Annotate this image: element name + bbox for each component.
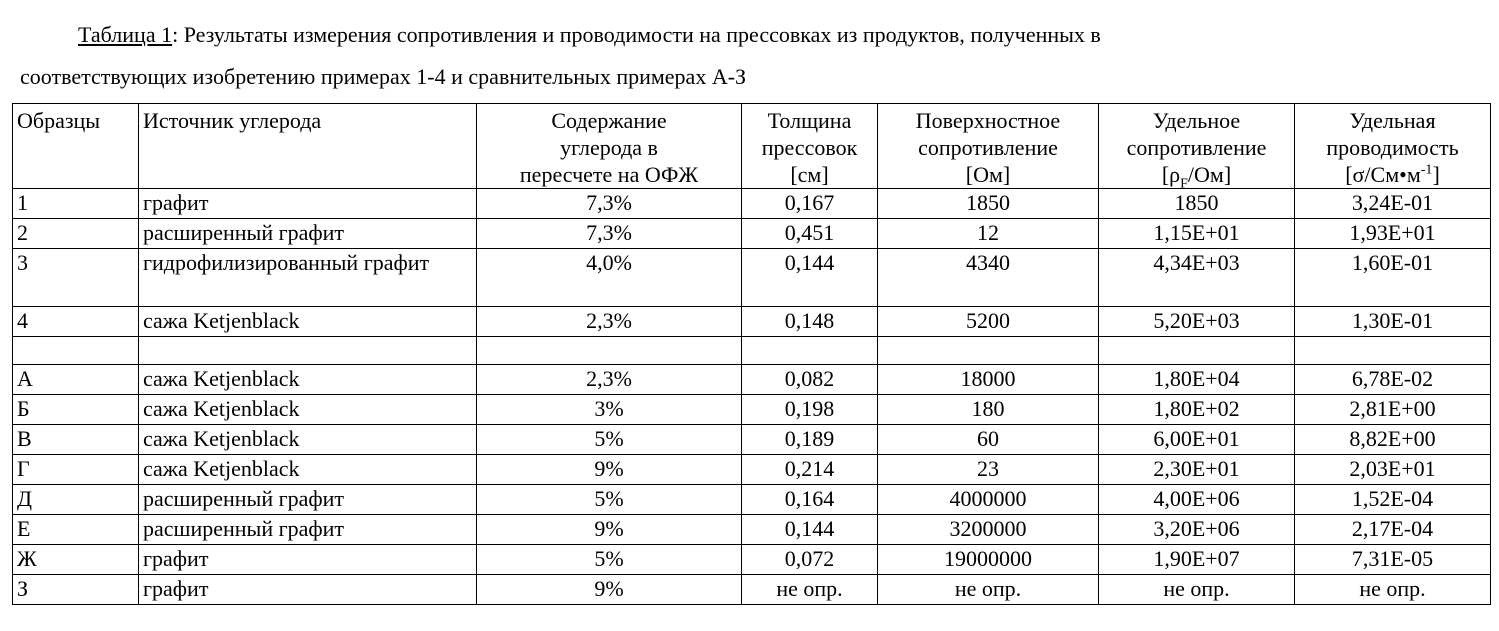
cell-specific-conductivity: не опр. — [1295, 575, 1491, 605]
table-row — [13, 485, 1491, 515]
cell-carbon-content: 9% — [477, 575, 742, 605]
cell-sample: 3 — [13, 249, 139, 307]
cell-surface-resistance: 23 — [878, 455, 1099, 485]
table-row — [13, 515, 1491, 545]
cell-carbon-source: сажа Ketjenblack — [139, 425, 477, 455]
table-caption-line-1 — [78, 20, 1499, 50]
cell-specific-conductivity: 6,78E-02 — [1295, 365, 1491, 395]
header-row — [13, 104, 1491, 189]
table-row — [13, 307, 1491, 337]
cell-empty — [742, 337, 878, 365]
table-caption-text: : Результаты измерения сопротивления и проводимости на прессовках из продуктов, полученных в — [172, 22, 1101, 47]
cell-specific-resistance: 1,90E+07 — [1099, 545, 1295, 575]
cell-thickness: 0,144 — [742, 249, 878, 307]
results-table — [12, 103, 1491, 605]
cell-thickness: 0,082 — [742, 365, 878, 395]
table-row-spacer — [13, 337, 1491, 365]
cell-sample: Е — [13, 515, 139, 545]
cell-empty — [139, 337, 477, 365]
header-thickness: Толщина прессовок [см] — [742, 104, 878, 189]
cell-carbon-content: 7,3% — [477, 189, 742, 219]
cell-carbon-source: расширенный графит — [139, 485, 477, 515]
cell-sample: Ж — [13, 545, 139, 575]
cell-thickness: 0,148 — [742, 307, 878, 337]
table-row — [13, 219, 1491, 249]
cell-specific-resistance: 3,20E+06 — [1099, 515, 1295, 545]
table-row — [13, 395, 1491, 425]
cell-carbon-content: 5% — [477, 425, 742, 455]
table-row — [13, 249, 1491, 307]
cell-specific-resistance: 1,15E+01 — [1099, 219, 1295, 249]
cell-specific-resistance: 4,34E+03 — [1099, 249, 1295, 307]
cell-carbon-source: графит — [139, 189, 477, 219]
cell-thickness: 0,167 — [742, 189, 878, 219]
cell-surface-resistance: 180 — [878, 395, 1099, 425]
cell-sample: Д — [13, 485, 139, 515]
cell-specific-resistance: 6,00E+01 — [1099, 425, 1295, 455]
cell-carbon-content: 9% — [477, 515, 742, 545]
cell-thickness: 0,451 — [742, 219, 878, 249]
cell-carbon-source: сажа Ketjenblack — [139, 455, 477, 485]
table-row — [13, 189, 1491, 219]
cell-carbon-content: 3% — [477, 395, 742, 425]
cell-carbon-source: сажа Ketjenblack — [139, 395, 477, 425]
cell-sample: А — [13, 365, 139, 395]
header-samples: Образцы — [13, 104, 139, 189]
cell-sample: В — [13, 425, 139, 455]
header-specific-resistance: Удельное сопротивление $[\rho_F/Ом]$ — [1099, 104, 1295, 189]
cell-thickness: 0,072 — [742, 545, 878, 575]
cell-sample: Г — [13, 455, 139, 485]
cell-carbon-source: графит — [139, 575, 477, 605]
cell-empty — [1295, 337, 1491, 365]
cell-carbon-source: графит — [139, 545, 477, 575]
cell-specific-resistance: не опр. — [1099, 575, 1295, 605]
cell-empty — [878, 337, 1099, 365]
cell-specific-resistance: 1,80E+04 — [1099, 365, 1295, 395]
table-row — [13, 425, 1491, 455]
cell-carbon-source: сажа Ketjenblack — [139, 307, 477, 337]
cell-carbon-source: расширенный графит — [139, 515, 477, 545]
cell-sample: Б — [13, 395, 139, 425]
cell-surface-resistance: 12 — [878, 219, 1099, 249]
cell-thickness: 0,189 — [742, 425, 878, 455]
cell-specific-conductivity: 2,17E-04 — [1295, 515, 1491, 545]
cell-empty — [13, 337, 139, 365]
cell-surface-resistance: 18000 — [878, 365, 1099, 395]
cell-specific-conductivity: 7,31E-05 — [1295, 545, 1491, 575]
cell-specific-conductivity: 1,93E+01 — [1295, 219, 1491, 249]
cell-thickness: 0,144 — [742, 515, 878, 545]
cell-surface-resistance: 60 — [878, 425, 1099, 455]
cell-carbon-content: 2,3% — [477, 307, 742, 337]
cell-empty — [1099, 337, 1295, 365]
cell-surface-resistance: не опр. — [878, 575, 1099, 605]
cell-sample: 1 — [13, 189, 139, 219]
cell-carbon-content: 2,3% — [477, 365, 742, 395]
table-caption-line-2: соответствующих изобретению примерах 1-4 и сравнительных примерах А-З — [20, 64, 747, 89]
cell-specific-conductivity: 8,82E+00 — [1295, 425, 1491, 455]
header-specific-conductivity: Удельная проводимость $[\sigma/См•м^{-1}]$ — [1295, 104, 1491, 189]
cell-empty — [477, 337, 742, 365]
table-row — [13, 365, 1491, 395]
cell-surface-resistance: 19000000 — [878, 545, 1099, 575]
cell-thickness: 0,164 — [742, 485, 878, 515]
header-carbon-source: Источник углерода — [139, 104, 477, 189]
cell-specific-conductivity: 3,24E-01 — [1295, 189, 1491, 219]
cell-sample: З — [13, 575, 139, 605]
cell-surface-resistance: 5200 — [878, 307, 1099, 337]
cell-specific-resistance: 4,00E+06 — [1099, 485, 1295, 515]
cell-sample: 4 — [13, 307, 139, 337]
cell-surface-resistance: 3200000 — [878, 515, 1099, 545]
cell-thickness: 0,198 — [742, 395, 878, 425]
cell-carbon-content: 5% — [477, 485, 742, 515]
cell-carbon-content: 5% — [477, 545, 742, 575]
cell-specific-conductivity: 2,03E+01 — [1295, 455, 1491, 485]
header-carbon-content: Содержание углерода в пересчете на ОФЖ — [477, 104, 742, 189]
header-surface-resistance: Поверхностное сопротивление [Ом] — [878, 104, 1099, 189]
cell-carbon-source: сажа Ketjenblack — [139, 365, 477, 395]
cell-carbon-content: 9% — [477, 455, 742, 485]
cell-thickness: 0,214 — [742, 455, 878, 485]
table-caption-label: Таблица 1 — [78, 22, 173, 47]
cell-specific-resistance: 1,80E+02 — [1099, 395, 1295, 425]
cell-carbon-source: расширенный графит — [139, 219, 477, 249]
table-row — [13, 545, 1491, 575]
cell-surface-resistance: 4000000 — [878, 485, 1099, 515]
cell-surface-resistance: 1850 — [878, 189, 1099, 219]
cell-specific-resistance: 1850 — [1099, 189, 1295, 219]
table-row — [13, 575, 1491, 605]
cell-specific-resistance: 2,30E+01 — [1099, 455, 1295, 485]
cell-carbon-content: 4,0% — [477, 249, 742, 307]
cell-specific-conductivity: 1,60E-01 — [1295, 249, 1491, 307]
cell-specific-conductivity: 2,81E+00 — [1295, 395, 1491, 425]
cell-specific-conductivity: 1,52E-04 — [1295, 485, 1491, 515]
cell-thickness: не опр. — [742, 575, 878, 605]
cell-sample: 2 — [13, 219, 139, 249]
cell-carbon-source: гидрофилизированный графит — [139, 249, 477, 307]
cell-specific-resistance: 5,20E+03 — [1099, 307, 1295, 337]
cell-specific-conductivity: 1,30E-01 — [1295, 307, 1491, 337]
cell-surface-resistance: 4340 — [878, 249, 1099, 307]
cell-carbon-content: 7,3% — [477, 219, 742, 249]
table-row — [13, 455, 1491, 485]
